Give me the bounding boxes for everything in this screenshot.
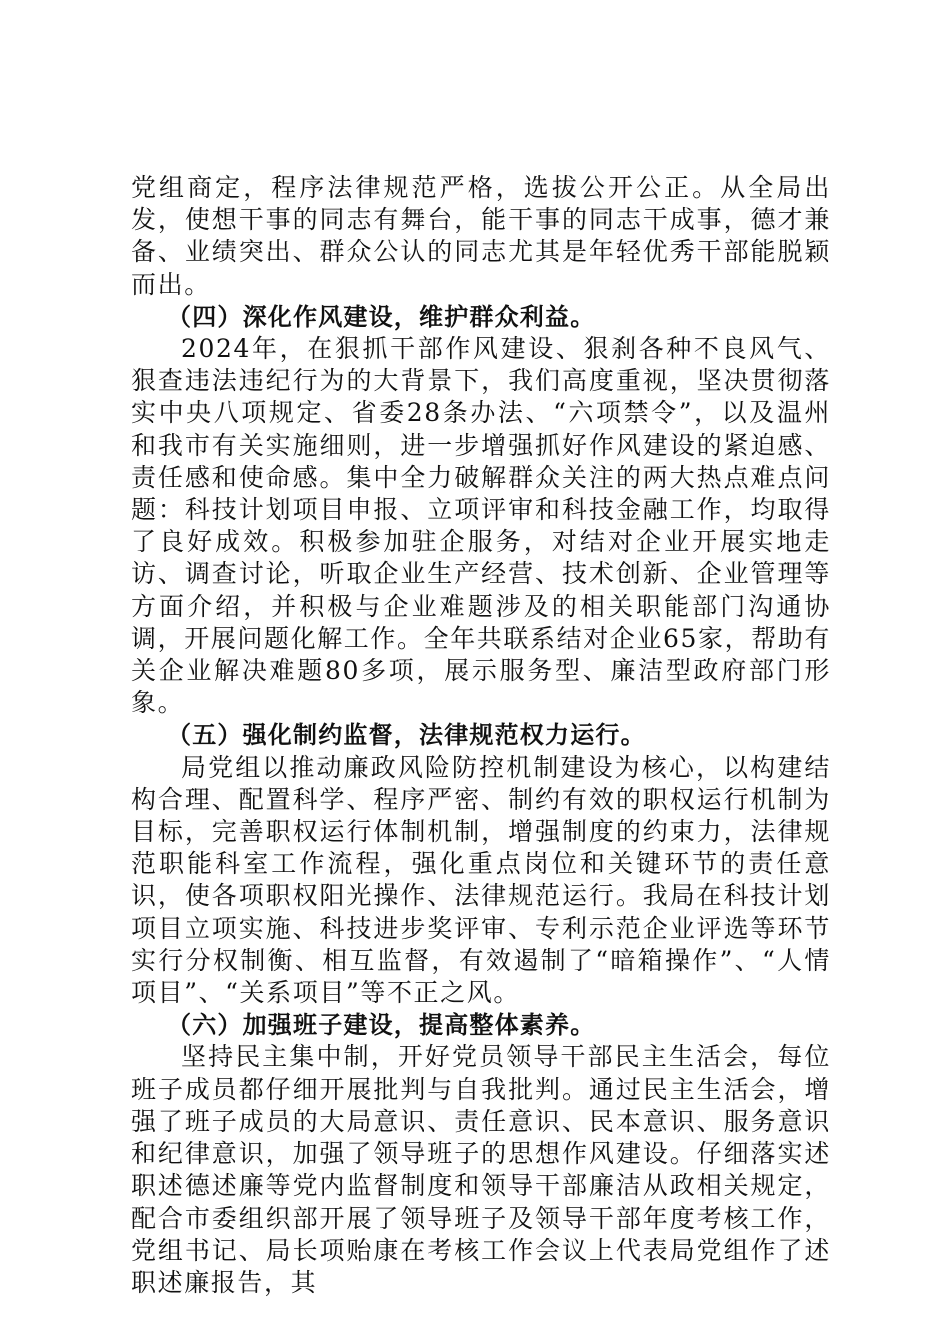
- paragraph-continuation: 党组商定，程序法律规范严格，选拔公开公正。从全局出发，使想干事的同志有舞台，能干事的同志干成事，德才兼备、业绩突出、群众公认的同志尤其是年轻优秀干部能脱颖而出。: [131, 173, 831, 299]
- section-heading-5: （五）强化制约监督，法律规范权力运行。: [167, 721, 646, 750]
- section-heading-6: （六）加强班子建设，提高整体素养。: [167, 1011, 596, 1040]
- paragraph-section-5: 局党组以推动廉政风险防控机制建设为核心，以构建结构合理、配置科学、程序严密、制约有效的职权运行机制为目标，完善职权运行体制机制，增强制度的约束力，法律规范职能科室工作流程，强化重点岗位和关键环节的责任意识，使各项职权阳光操作、法律规范运行。我局在科技计划项目立项实施、科技进步奖评审、专利示范企业评选等环节实行分权制衡、相互监督，有效遏制了“暗箱操作”、“人情项目”、“关系项目”等不正之风。: [131, 752, 831, 1008]
- section-heading-4: （四）深化作风建设，维护群众利益。: [167, 302, 596, 331]
- document-body: [131, 172, 831, 1299]
- paragraph-section-6: 坚持民主集中制，开好党员领导干部民主生活会，每位班子成员都仔细开展批判与自我批判。通过民主生活会，增强了班子成员的大局意识、责任意识、民本意识、服务意识和纪律意识，加强了领导班子的思想作风建设。仔细落实述职述德述廉等党内监督制度和领导干部廉洁从政相关规定，配合市委组织部开展了领导班子及领导干部年度考核工作，党组书记、局长项贻康在考核工作会议上代表局党组作了述职述廉报告，其: [131, 1042, 831, 1297]
- paragraph-section-4: 2024年，在狠抓干部作风建设、狠刹各种不良风气、狠查违法违纪行为的大背景下，我们高度重视，坚决贯彻落实中央八项规定、省委28条办法、“六项禁令”，以及温州和我市有关实施细则，进一步增强抓好作风建设的紧迫感、责任感和使命感。集中全力破解群众关注的两大热点难点问题：科技计划项目申报、立项评审和科技金融工作，均取得了良好成效。积极参加驻企服务，对结对企业开展实地走访、调查讨论，听取企业生产经营、技术创新、企业管理等方面介绍，并积极与企业难题涉及的相关职能部门沟通协调，开展问题化解工作。全年共联系结对企业65家，帮助有关企业解决难题80多项，展示服务型、廉洁型政府部门形象。: [131, 334, 832, 718]
